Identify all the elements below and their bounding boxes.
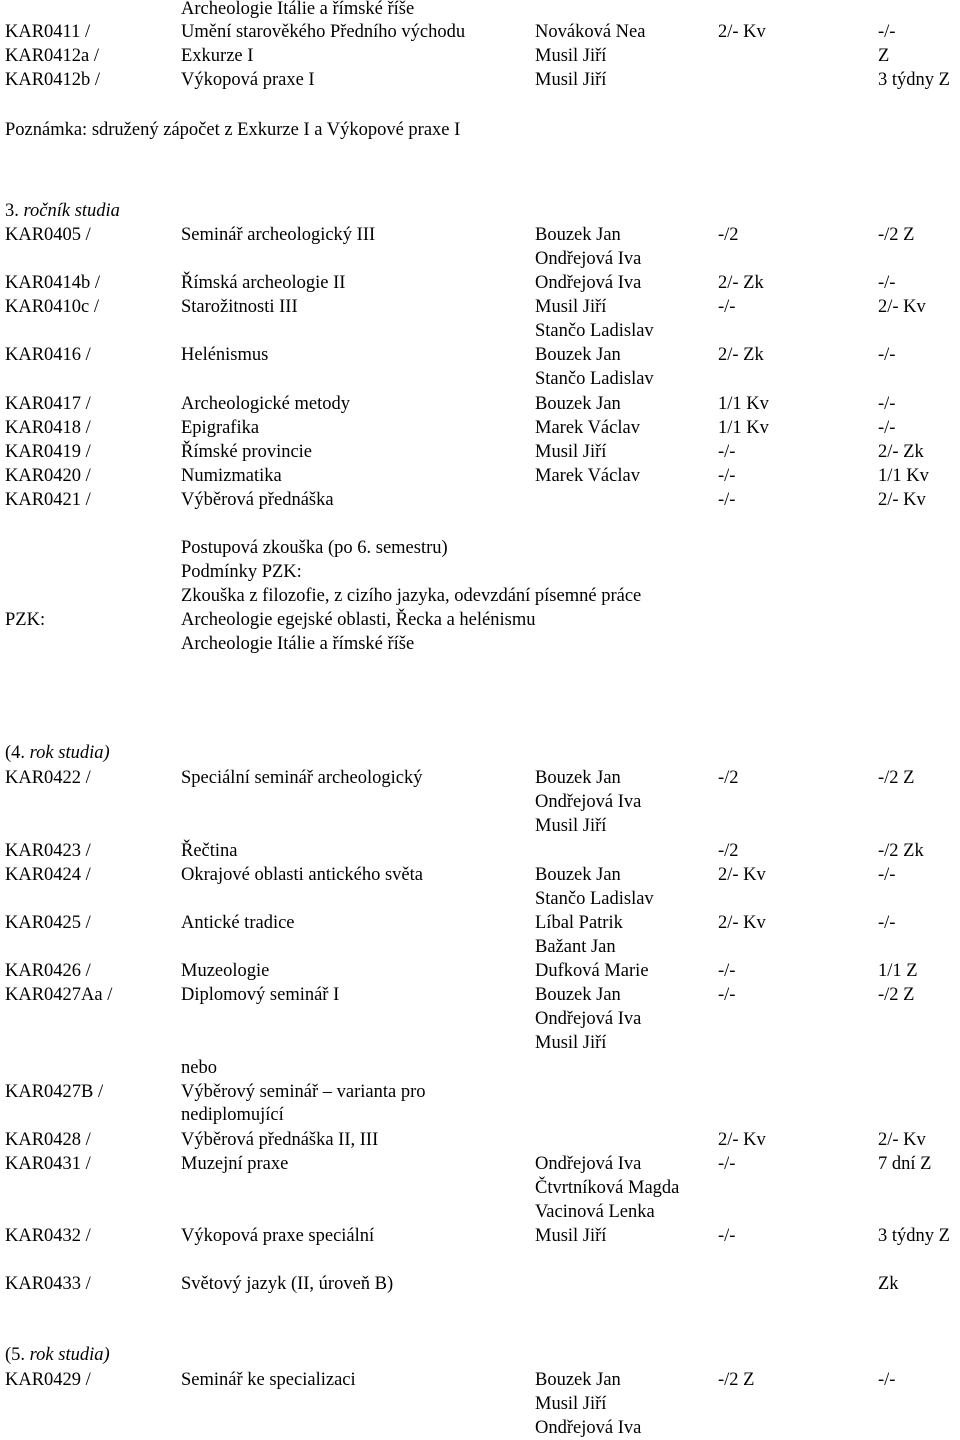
table-row: [0, 1103, 960, 1127]
summer-term: 1/1 Z: [878, 961, 918, 981]
table-row: [0, 1080, 960, 1104]
winter-term: -/-: [718, 961, 736, 981]
table-row: [0, 863, 960, 887]
course-name: Helénismus: [181, 345, 269, 365]
teacher-name: Bouzek Jan: [535, 985, 621, 1005]
summer-term: -/-: [878, 394, 896, 414]
table-row: [0, 911, 960, 935]
teacher-name: Marek Václav: [535, 466, 640, 486]
table-row: [0, 1056, 960, 1080]
table-row: [0, 343, 960, 367]
table-row: [0, 20, 960, 44]
summer-term: -/2 Zk: [878, 841, 924, 861]
table-row: [0, 392, 960, 416]
year5-heading-number: (5.: [5, 1345, 26, 1365]
course-name: Speciální seminář archeologický: [181, 768, 423, 788]
course-code: KAR0414b /: [5, 273, 101, 293]
teacher-name: Ondřejová Iva: [535, 1154, 642, 1174]
course-code: KAR0416 /: [5, 345, 91, 365]
winter-term: 1/1 Kv: [718, 394, 769, 414]
table-row: [0, 1272, 960, 1296]
teacher-name: Ondřejová Iva: [535, 792, 642, 812]
course-code: KAR0422 /: [5, 768, 91, 788]
course-code: KAR0423 /: [5, 841, 91, 861]
table-row: [0, 1176, 960, 1200]
teacher-name: Ondřejová Iva: [535, 249, 642, 269]
teacher-name: Musil Jiří: [535, 1226, 607, 1246]
course-code: KAR0410c /: [5, 297, 100, 317]
teacher-name: Bouzek Jan: [535, 768, 621, 788]
pzk-line: Archeologie Itálie a římské říše: [181, 634, 415, 654]
winter-term: -/-: [718, 490, 736, 510]
teacher-name: Musil Jiří: [535, 297, 607, 317]
table-row: [0, 1200, 960, 1224]
summer-term: -/-: [878, 345, 896, 365]
teacher-name: Ondřejová Iva: [535, 1009, 642, 1029]
course-name: Muzejní praxe: [181, 1154, 289, 1174]
table-row: [0, 440, 960, 464]
table-row: [0, 1224, 960, 1248]
teacher-name: Dufková Marie: [535, 961, 649, 981]
teacher-name: Bouzek Jan: [535, 1370, 621, 1390]
summer-term: -/2 Z: [878, 768, 915, 788]
winter-term: -/-: [718, 1154, 736, 1174]
table-row: [0, 1392, 960, 1416]
course-name: Římské provincie: [181, 442, 313, 462]
winter-term: 2/- Zk: [718, 345, 764, 365]
summer-term: Z: [878, 46, 890, 66]
course-name: Muzeologie: [181, 961, 270, 981]
teacher-name: Musil Jiří: [535, 816, 607, 836]
course-name: Světový jazyk (II, úroveň B): [181, 1274, 394, 1294]
course-name: Římská archeologie II: [181, 273, 346, 293]
table-row: [0, 1152, 960, 1176]
teacher-name: Musil Jiří: [535, 1394, 607, 1414]
course-code: KAR0405 /: [5, 225, 91, 245]
summer-term: Zk: [878, 1274, 899, 1294]
course-name: Výběrová přednáška: [181, 490, 334, 510]
teacher-name: Vacinová Lenka: [535, 1202, 655, 1222]
summer-term: 3 týdny Z: [878, 70, 950, 90]
course-code: KAR0420 /: [5, 466, 91, 486]
course-name: Okrajové oblasti antického světa: [181, 865, 423, 885]
summer-term: -/-: [878, 273, 896, 293]
course-code: KAR0428 /: [5, 1130, 91, 1150]
year4-heading-number: (4.: [5, 743, 26, 763]
teacher-name: Musil Jiří: [535, 1033, 607, 1053]
teacher-name: Bouzek Jan: [535, 345, 621, 365]
teacher-name: Bouzek Jan: [535, 225, 621, 245]
course-name: Seminář archeologický III: [181, 225, 376, 245]
table-row: [0, 766, 960, 790]
table-row: [0, 790, 960, 814]
course-name: nediplomující: [181, 1105, 284, 1125]
table-row: [0, 1128, 960, 1152]
year5-heading: [5, 1343, 110, 1367]
pzk-line: Postupová zkouška (po 6. semestru): [181, 538, 448, 558]
course-name: Řečtina: [181, 841, 238, 861]
winter-term: -/-: [718, 442, 736, 462]
winter-term: 2/- Zk: [718, 273, 764, 293]
course-name: Exkurze I: [181, 46, 254, 66]
summer-term: -/-: [878, 1370, 896, 1390]
winter-term: 2/- Kv: [718, 865, 766, 885]
course-code: KAR0425 /: [5, 913, 91, 933]
table-row: [0, 839, 960, 863]
course-code: KAR0419 /: [5, 442, 91, 462]
course-code: KAR0412a /: [5, 46, 100, 66]
table-row: [0, 959, 960, 983]
course-code: KAR0429 /: [5, 1370, 91, 1390]
year4-heading-title: rok studia): [29, 743, 110, 763]
winter-term: -/2: [718, 841, 739, 861]
table-row: [0, 983, 960, 1007]
pzk-line: Podmínky PZK:: [181, 562, 302, 582]
course-name: Numizmatika: [181, 466, 282, 486]
course-name: Epigrafika: [181, 418, 260, 438]
teacher-name: Musil Jiří: [535, 70, 607, 90]
table-row: [0, 68, 960, 92]
summer-term: -/-: [878, 865, 896, 885]
course-code: KAR0426 /: [5, 961, 91, 981]
teacher-name: Bažant Jan: [535, 937, 616, 957]
teacher-name: Stančo Ladislav: [535, 369, 654, 389]
year3-heading-title: ročník studia: [23, 201, 120, 221]
table-row: [0, 814, 960, 838]
winter-term: -/-: [718, 297, 736, 317]
course-code: KAR0432 /: [5, 1226, 91, 1246]
teacher-name: Čtvrtníková Magda: [535, 1178, 680, 1198]
winter-term: 2/- Kv: [718, 913, 766, 933]
teacher-name: Stančo Ladislav: [535, 889, 654, 909]
course-name: Umění starověkého Předního východu: [181, 22, 466, 42]
winter-term: 1/1 Kv: [718, 418, 769, 438]
teacher-name: Stančo Ladislav: [535, 321, 654, 341]
table-row: [0, 1031, 960, 1055]
table-row: [0, 295, 960, 319]
table-row: [0, 271, 960, 295]
year5-heading-title: rok studia): [29, 1345, 110, 1365]
course-name: Archeologické metody: [181, 394, 351, 414]
course-code: KAR0433 /: [5, 1274, 91, 1294]
teacher-name: Nováková Nea: [535, 22, 646, 42]
pzk-line: Archeologie egejské oblasti, Řecka a helénismu: [181, 610, 536, 630]
course-name: nebo: [181, 1058, 217, 1078]
winter-term: -/2: [718, 225, 739, 245]
pzk-label: PZK:: [5, 610, 46, 630]
table-row: [0, 464, 960, 488]
winter-term: -/2: [718, 768, 739, 788]
table-row: [0, 935, 960, 959]
summer-term: -/2 Z: [878, 225, 915, 245]
year4-heading: [5, 741, 110, 765]
course-name: Seminář ke specializaci: [181, 1370, 356, 1390]
summer-term: 3 týdny Z: [878, 1226, 950, 1246]
summer-term: 1/1 Kv: [878, 466, 929, 486]
summer-term: 2/- Zk: [878, 442, 924, 462]
winter-term: 2/- Kv: [718, 1130, 766, 1150]
winter-term: -/-: [718, 466, 736, 486]
course-code: KAR0427B /: [5, 1082, 104, 1102]
course-code: KAR0431 /: [5, 1154, 91, 1174]
note-text: Poznámka: sdružený zápočet z Exkurze I a Výkopové praxe I: [5, 120, 461, 140]
table-row: [0, 416, 960, 440]
winter-term: 2/- Kv: [718, 22, 766, 42]
winter-term: -/-: [718, 985, 736, 1005]
course-name: Výkopová praxe speciální: [181, 1226, 375, 1246]
course-name: Výkopová praxe I: [181, 70, 315, 90]
teacher-name: Musil Jiří: [535, 46, 607, 66]
table-row: [0, 367, 960, 391]
table-row: [0, 1007, 960, 1031]
teacher-name: Musil Jiří: [535, 442, 607, 462]
summer-term: 2/- Kv: [878, 1130, 926, 1150]
summer-term: -/-: [878, 913, 896, 933]
summer-term: 2/- Kv: [878, 490, 926, 510]
winter-term: -/-: [718, 1226, 736, 1246]
course-code: KAR0418 /: [5, 418, 91, 438]
course-name: Diplomový seminář I: [181, 985, 340, 1005]
summer-term: -/-: [878, 22, 896, 42]
pzk-line: Zkouška z filozofie, z cizího jazyka, odevzdání písemné práce: [181, 586, 642, 606]
teacher-name: Marek Václav: [535, 418, 640, 438]
course-name: Starožitnosti III: [181, 297, 298, 317]
teacher-name: Bouzek Jan: [535, 394, 621, 414]
teacher-name: Líbal Patrik: [535, 913, 623, 933]
teacher-name: Ondřejová Iva: [535, 273, 642, 293]
course-name: Archeologie Itálie a římské říše: [181, 0, 415, 19]
course-code: KAR0411 /: [5, 22, 91, 42]
summer-term: 7 dní Z: [878, 1154, 932, 1174]
table-row: [0, 887, 960, 911]
winter-term: -/2 Z: [718, 1370, 755, 1390]
table-row: [0, 488, 960, 512]
course-name: Výběrový seminář – varianta pro: [181, 1082, 426, 1102]
course-code: KAR0424 /: [5, 865, 91, 885]
table-row: [0, 247, 960, 271]
year3-heading-number: 3.: [5, 201, 19, 221]
table-row: [0, 1368, 960, 1392]
table-row: [0, 44, 960, 68]
teacher-name: Bouzek Jan: [535, 865, 621, 885]
course-code: KAR0417 /: [5, 394, 91, 414]
course-code: KAR0427Aa /: [5, 985, 113, 1005]
year3-heading: [5, 199, 120, 223]
course-name: Antické tradice: [181, 913, 295, 933]
table-row: [0, 1416, 960, 1440]
teacher-name: Ondřejová Iva: [535, 1418, 642, 1438]
table-row: [0, 223, 960, 247]
course-code: KAR0412b /: [5, 70, 101, 90]
course-name: Výběrová přednáška II, III: [181, 1130, 379, 1150]
summer-term: 2/- Kv: [878, 297, 926, 317]
table-row: [0, 0, 960, 21]
table-row: [0, 319, 960, 343]
summer-term: -/-: [878, 418, 896, 438]
summer-term: -/2 Z: [878, 985, 915, 1005]
course-code: KAR0421 /: [5, 490, 91, 510]
